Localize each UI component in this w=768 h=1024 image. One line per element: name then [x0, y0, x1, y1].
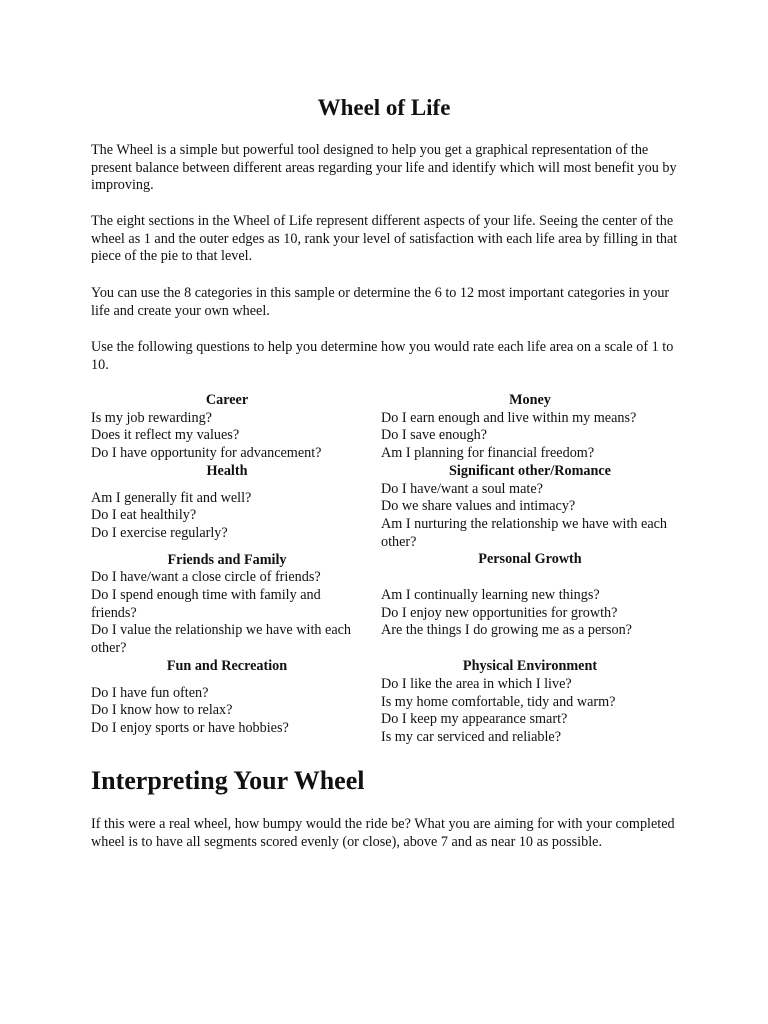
intro-paragraph-4: Use the following questions to help you determine how you would rate each life area on a scale of 1 to 10.	[91, 339, 674, 373]
question: Do I know how to relax?	[91, 702, 233, 719]
question: Do I enjoy sports or have hobbies?	[91, 719, 289, 736]
question: Do I save enough?	[381, 427, 487, 444]
question: Are the things I do growing me as a person?	[381, 622, 632, 639]
question: Am I nurturing the relationship we have with each other?	[381, 515, 668, 550]
question: Do I earn enough and live within my means?	[381, 409, 637, 426]
question: Do we share values and intimacy?	[381, 498, 576, 515]
question: Is my job rewarding?	[91, 409, 212, 426]
intro-paragraph-1: The Wheel is a simple but powerful tool designed to help you get a graphical representation of the present balance between different areas regarding your life and identify which will most benefit you by improving.	[91, 142, 677, 194]
category-title: Career	[205, 392, 249, 408]
page-title: Wheel of Life	[317, 95, 451, 120]
intro-paragraph-2: The eight sections in the Wheel of Life represent different aspects of your life. Seeing the center of the wheel as 1 and the outer edges as 10, rank your level of satisfaction with each life area by filling in that piece of the pie to that level.	[91, 213, 678, 265]
question: Is my car serviced and reliable?	[381, 728, 562, 745]
interpreting-paragraph: If this were a real wheel, how bumpy would the ride be? What you are aiming for with your completed wheel is to have all segments scored evenly (or close), above 7 and as near 10 as possible.	[91, 816, 675, 850]
category-title-growth: Personal Growth	[478, 551, 582, 568]
question: Do I enjoy new opportunities for growth?	[381, 604, 618, 621]
question: Do I have/want a soul mate?	[381, 480, 543, 497]
category-title-health: Health	[206, 462, 248, 479]
question: Am I continually learning new things?	[381, 587, 600, 604]
question: Do I value the relationship we have with each other?	[91, 622, 352, 657]
section-heading: Interpreting Your Wheel	[91, 766, 365, 795]
category-title-fun: Fun and Recreation	[166, 657, 288, 674]
question: Is my home comfortable, tidy and warm?	[381, 693, 616, 710]
question: Does it reflect my values?	[91, 427, 240, 444]
question: Do I have fun often?	[91, 684, 209, 701]
question: Do I eat healthily?	[91, 507, 197, 524]
category-title: Money	[509, 392, 551, 408]
intro-paragraph-3: You can use the 8 categories in this sample or determine the 6 to 12 most important categories in your life and create your own wheel.	[91, 285, 670, 319]
question: Do I exercise regularly?	[91, 524, 228, 541]
question: Am I generally fit and well?	[91, 489, 252, 506]
question: Am I planning for financial freedom?	[381, 445, 595, 462]
category-money	[381, 392, 671, 747]
category-title-friends: Friends and Family	[167, 551, 287, 568]
question: Do I like the area in which I live?	[381, 675, 572, 692]
question: Do I have/want a close circle of friends?	[91, 569, 321, 586]
question: Do I have opportunity for advancement?	[91, 445, 322, 462]
category-career	[91, 392, 367, 738]
question: Do I keep my appearance smart?	[381, 711, 568, 728]
question: Do I spend enough time with family and friends?	[91, 587, 321, 621]
category-title-romance: Significant other/Romance	[449, 462, 611, 479]
category-title-environment: Physical Environment	[462, 658, 598, 675]
